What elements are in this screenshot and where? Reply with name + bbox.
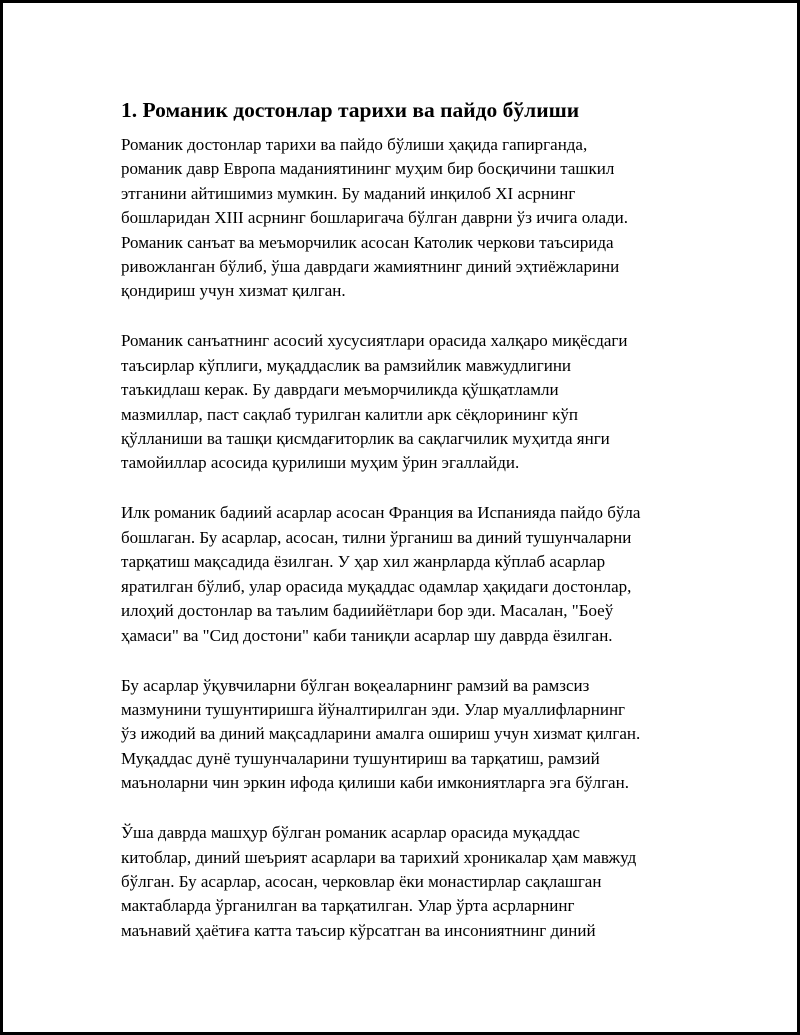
text-line: қўлланиши ва ташқи қисмдағиторлик ва сақлагчилик муҳитда янги [121, 429, 610, 449]
text-line: илоҳий достонлар ва таълим бадиийётлари бор эди. Масалан, "Боеў [121, 601, 614, 621]
text-line: таъсирлар кўплиги, муқаддаслик ва рамзийлик мавжудлигини [121, 355, 572, 375]
text-line: бошлаган. Бу асарлар, асосан, тилни ўрганиш ва диний тушунчаларни [121, 527, 632, 547]
text-line: мактабларда ўрганилган ва тарқатилган. Улар ўрта асрларнинг [121, 896, 575, 916]
text-line: таъкидлаш керак. Бу даврдаги меъморчиликда қўшқатламли [121, 380, 559, 400]
text-line: мазмиллар, паст сақлаб турилган калитли арк сёқлорининг кўп [121, 404, 579, 424]
text-line: тарқатиш мақсадида ёзилган. У ҳар хил жанрларда кўплаб асарлар [121, 552, 606, 572]
text-line: маънавий ҳаётиға катта таъсир кўрсатган ва инсониятнинг диний [121, 920, 596, 940]
section-heading: 1. Романик достонлар тарихи ва пайдо бўлиши [121, 98, 580, 122]
paragraph-4 [121, 674, 701, 796]
text-line: романик давр Европа маданиятининг муҳим бир босқичини ташкил [121, 159, 615, 179]
text-line: Бу асарлар ўқувчиларни бўлган воқеаларнинг рамзий ва рамзсиз [121, 675, 590, 695]
text-line: тамойиллар асосида қурилиши муҳим ўрин эгаллайди. [121, 453, 520, 473]
text-line: бошларидан XIII асрнинг бошларигача бўлган даврни ўз ичига олади. [121, 208, 629, 228]
text-line: Романик санъатнинг асосий хусусиятлари орасида халқаро миқёсдаги [121, 331, 628, 351]
text-line: Ўша даврда машҳур бўлган романик асарлар орасида муқаддас [121, 823, 580, 843]
text-line: этганини айтишимиз мумкин. Бу маданий инқилоб XI асрнинг [121, 183, 576, 203]
paragraph-3 [121, 501, 701, 647]
paragraph-5 [121, 821, 701, 943]
text-line: қондириш учун хизмат қилган. [121, 281, 346, 301]
text-line: яратилган бўлиб, улар орасида муқаддас одамлар ҳақидаги достонлар, [121, 576, 632, 596]
text-line: маъноларни чин эркин ифода қилиши каби имкониятларга эга бўлган. [121, 773, 629, 793]
text-line: Муқаддас дунё тушунчаларини тушунтириш ва тарқатиш, рамзий [121, 748, 600, 768]
text-line: Илк романик бадиий асарлар асосан Франция ва Испанияда пайдо бўла [121, 503, 641, 523]
text-line: ўз ижодий ва диний мақсадларини амалга ошириш учун хизмат қилган. [121, 724, 641, 744]
text-line: китоблар, диний шеърият асарлари ва тарихий хроникалар ҳам мавжуд [121, 847, 637, 867]
text-line: Романик санъат ва меъморчилик асосан Католик черкови таъсирида [121, 232, 614, 252]
text-line: бўлган. Бу асарлар, асосан, черковлар ёки монастирлар сақлашган [121, 871, 602, 891]
paragraph-2 [121, 329, 701, 475]
paragraph-1 [121, 133, 701, 304]
text-line: ривожланган бўлиб, ўша даврдаги жамиятнинг диний эҳтиёжларини [121, 257, 620, 277]
document-content [121, 95, 701, 969]
text-line: мазмунини тушунтиришга йўналтирилган эди. Улар муаллифларнинг [121, 699, 626, 719]
text-line: Романик достонлар тарихи ва пайдо бўлиши ҳақида гапирганда, [121, 135, 588, 154]
text-line: ҳамаси" ва "Сид достони" каби таниқли асарлар шу даврда ёзилган. [121, 625, 613, 645]
